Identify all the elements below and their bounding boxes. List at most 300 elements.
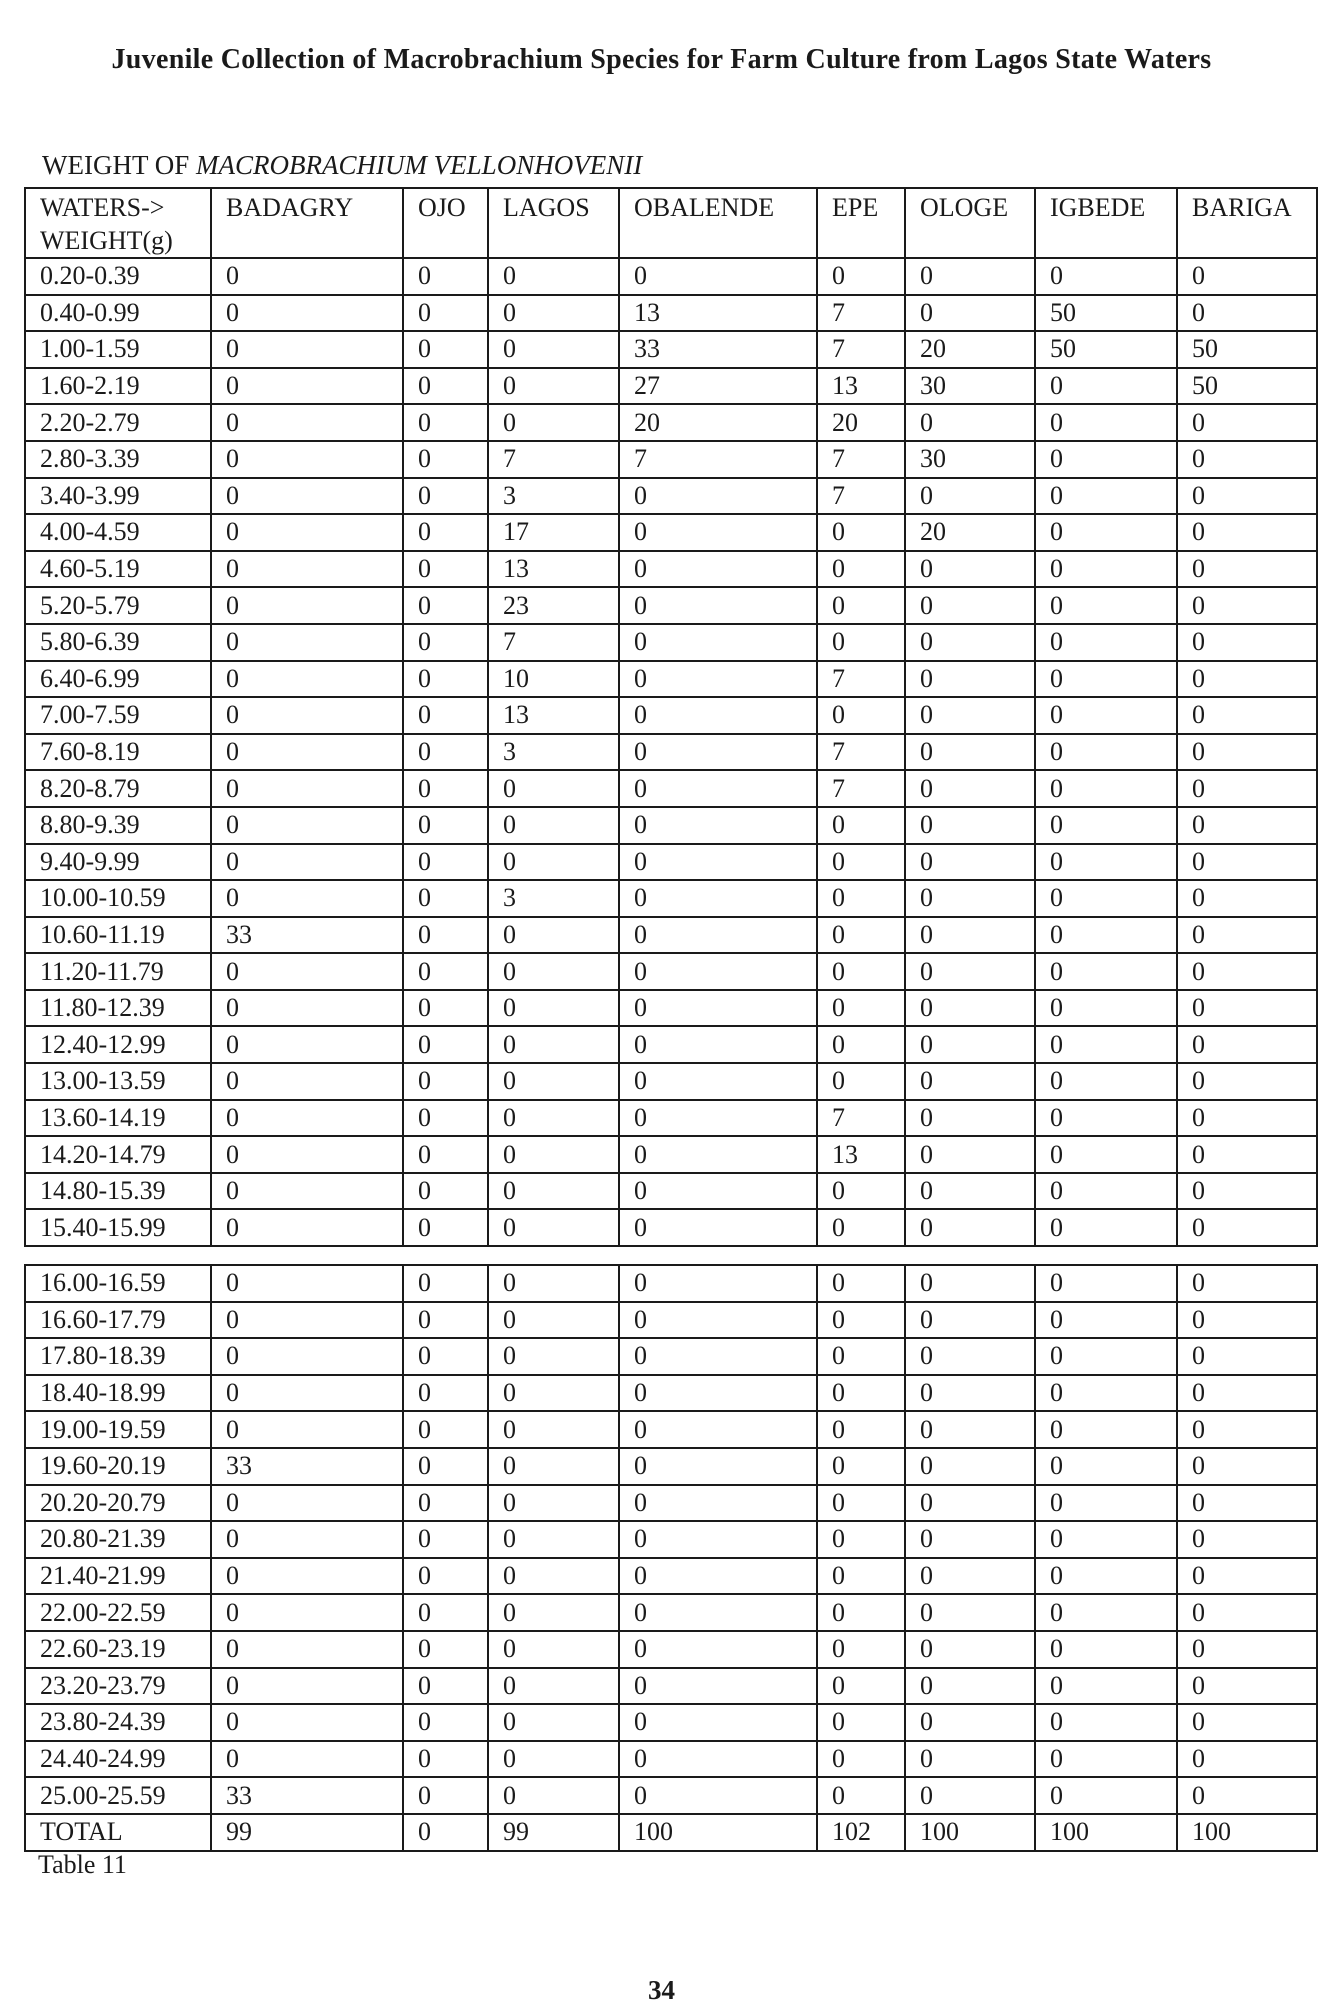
value-cell: 0 [817,1485,905,1522]
weight-range-cell: 16.00-16.59 [25,1265,211,1302]
value-cell: 0 [817,1668,905,1705]
weight-range-cell: TOTAL [25,1814,211,1851]
weight-range-cell: 5.20-5.79 [25,587,211,624]
value-cell: 13 [619,295,817,332]
value-cell: 0 [1035,734,1177,771]
value-cell: 7 [619,441,817,478]
value-cell: 0 [488,295,619,332]
value-cell: 0 [905,1558,1035,1595]
weight-range-cell: 24.40-24.99 [25,1741,211,1778]
value-cell: 0 [403,807,488,844]
weight-range-cell: 23.20-23.79 [25,1668,211,1705]
table-row [25,990,1317,1027]
weight-range-cell: 9.40-9.99 [25,844,211,881]
value-cell: 0 [1035,1063,1177,1100]
value-cell: 0 [488,1631,619,1668]
weight-range-cell: 5.80-6.39 [25,624,211,661]
value-cell: 0 [211,551,403,588]
value-cell: 0 [619,1558,817,1595]
value-cell: 0 [619,1777,817,1814]
value-cell: 0 [905,1777,1035,1814]
value-cell: 0 [1035,1448,1177,1485]
value-cell: 0 [1177,807,1317,844]
column-header: LAGOS [488,188,619,258]
value-cell: 0 [488,1777,619,1814]
value-cell: 0 [1177,514,1317,551]
caption-prefix: WEIGHT OF [42,150,190,180]
value-cell: 0 [403,1173,488,1210]
value-cell: 0 [211,1485,403,1522]
value-cell: 0 [817,1375,905,1412]
value-cell: 0 [1177,551,1317,588]
value-cell: 0 [488,1668,619,1705]
value-cell: 0 [619,1448,817,1485]
value-cell: 50 [1177,331,1317,368]
weight-range-cell: 8.20-8.79 [25,770,211,807]
value-cell: 0 [403,1594,488,1631]
table-row [25,1063,1317,1100]
value-cell: 0 [905,844,1035,881]
value-cell: 0 [905,734,1035,771]
value-cell: 0 [619,1521,817,1558]
value-cell: 0 [403,1448,488,1485]
value-cell: 0 [1177,990,1317,1027]
value-cell: 0 [403,587,488,624]
table-row [25,770,1317,807]
value-cell: 7 [488,624,619,661]
value-cell: 0 [619,1265,817,1302]
table-row [25,953,1317,990]
column-header: OLOGE [905,188,1035,258]
value-cell: 99 [211,1814,403,1851]
value-cell: 23 [488,587,619,624]
header-corner-cell [25,188,211,258]
value-cell: 0 [817,1777,905,1814]
value-cell: 33 [211,1448,403,1485]
table-row [25,734,1317,771]
weight-range-cell: 7.00-7.59 [25,697,211,734]
value-cell: 0 [817,258,905,295]
value-cell: 0 [905,1063,1035,1100]
value-cell: 0 [403,478,488,515]
weight-range-cell: 7.60-8.19 [25,734,211,771]
value-cell: 0 [1177,404,1317,441]
value-cell: 0 [1177,770,1317,807]
table-row [25,1704,1317,1741]
value-cell: 0 [905,1485,1035,1522]
value-cell: 0 [403,1485,488,1522]
value-cell: 0 [1035,1558,1177,1595]
value-cell: 0 [1177,917,1317,954]
value-cell: 0 [211,1265,403,1302]
table-row [25,1631,1317,1668]
value-cell: 0 [488,1375,619,1412]
weight-range-cell: 11.80-12.39 [25,990,211,1027]
table-row [25,1411,1317,1448]
value-cell: 0 [905,551,1035,588]
value-cell: 3 [488,734,619,771]
weight-range-cell: 10.60-11.19 [25,917,211,954]
value-cell: 0 [619,1485,817,1522]
value-cell: 7 [817,1100,905,1137]
value-cell: 0 [905,1594,1035,1631]
weight-range-cell: 14.20-14.79 [25,1136,211,1173]
page-header-title: Juvenile Collection of Macrobrachium Species for Farm Culture from Lagos State Waters [111,44,1212,75]
value-cell: 0 [619,1136,817,1173]
table-row [25,1375,1317,1412]
value-cell: 0 [211,880,403,917]
value-cell: 0 [1035,1375,1177,1412]
value-cell: 0 [905,478,1035,515]
table-label: Table 11 [38,1850,127,1879]
value-cell: 0 [619,1026,817,1063]
value-cell: 7 [817,770,905,807]
value-cell: 0 [1177,1100,1317,1137]
value-cell: 0 [488,1265,619,1302]
total-row [25,1814,1317,1851]
value-cell: 0 [905,1704,1035,1741]
weight-range-cell: 19.00-19.59 [25,1411,211,1448]
value-cell: 0 [817,697,905,734]
weight-range-cell: 10.00-10.59 [25,880,211,917]
value-cell: 0 [1035,404,1177,441]
value-cell: 0 [905,1448,1035,1485]
value-cell: 0 [619,1100,817,1137]
value-cell: 0 [817,1704,905,1741]
value-cell: 0 [211,441,403,478]
value-cell: 0 [1035,697,1177,734]
value-cell: 0 [211,514,403,551]
value-cell: 0 [211,734,403,771]
weight-table-part-2 [24,1264,1318,1852]
value-cell: 0 [211,1558,403,1595]
weight-range-cell: 12.40-12.99 [25,1026,211,1063]
value-cell: 0 [403,1558,488,1595]
value-cell: 0 [817,1411,905,1448]
table-row [25,258,1317,295]
value-cell: 13 [817,368,905,405]
value-cell: 0 [488,1209,619,1246]
value-cell: 50 [1035,331,1177,368]
table-body-part-2 [25,1265,1317,1851]
value-cell: 0 [488,770,619,807]
value-cell: 0 [403,404,488,441]
value-cell: 0 [817,1631,905,1668]
value-cell: 0 [905,1026,1035,1063]
value-cell: 0 [1035,587,1177,624]
value-cell: 30 [905,441,1035,478]
value-cell: 0 [1035,1136,1177,1173]
value-cell: 0 [905,1411,1035,1448]
value-cell: 0 [211,1521,403,1558]
value-cell: 0 [1035,514,1177,551]
value-cell: 0 [403,770,488,807]
value-cell: 0 [488,1063,619,1100]
value-cell: 0 [1177,1631,1317,1668]
value-cell: 0 [1035,1411,1177,1448]
value-cell: 0 [403,514,488,551]
value-cell: 0 [403,1026,488,1063]
value-cell: 0 [403,295,488,332]
value-cell: 0 [1035,368,1177,405]
value-cell: 0 [403,1704,488,1741]
value-cell: 0 [403,880,488,917]
value-cell: 0 [211,1026,403,1063]
value-cell: 0 [619,514,817,551]
value-cell: 0 [211,1704,403,1741]
value-cell: 0 [211,1100,403,1137]
value-cell: 0 [488,1411,619,1448]
value-cell: 0 [211,368,403,405]
value-cell: 0 [619,844,817,881]
value-cell: 0 [1035,770,1177,807]
value-cell: 0 [817,1302,905,1339]
table-row [25,404,1317,441]
value-cell: 0 [403,1302,488,1339]
value-cell: 0 [1177,624,1317,661]
value-cell: 0 [488,368,619,405]
weight-table-part-1 [24,187,1318,1247]
value-cell: 0 [403,1265,488,1302]
value-cell: 20 [817,404,905,441]
weight-range-cell: 20.20-20.79 [25,1485,211,1522]
value-cell: 0 [1035,1704,1177,1741]
value-cell: 0 [211,258,403,295]
table-row [25,917,1317,954]
value-cell: 3 [488,478,619,515]
value-cell: 0 [403,844,488,881]
weight-range-cell: 13.00-13.59 [25,1063,211,1100]
value-cell: 0 [1177,478,1317,515]
value-cell: 0 [905,990,1035,1027]
value-cell: 0 [211,1173,403,1210]
value-cell: 10 [488,661,619,698]
value-cell: 0 [1035,478,1177,515]
value-cell: 100 [1177,1814,1317,1851]
value-cell: 0 [1035,1026,1177,1063]
value-cell: 0 [905,624,1035,661]
value-cell: 33 [211,1777,403,1814]
value-cell: 0 [817,880,905,917]
value-cell: 0 [488,1302,619,1339]
value-cell: 0 [488,1100,619,1137]
weight-range-cell: 1.00-1.59 [25,331,211,368]
value-cell: 0 [211,844,403,881]
table-row [25,697,1317,734]
value-cell: 0 [817,1338,905,1375]
value-cell: 0 [1035,844,1177,881]
value-cell: 0 [1177,1265,1317,1302]
value-cell: 0 [619,1338,817,1375]
table-row [25,844,1317,881]
value-cell: 102 [817,1814,905,1851]
value-cell: 0 [211,1338,403,1375]
value-cell: 0 [211,661,403,698]
value-cell: 0 [905,1375,1035,1412]
value-cell: 0 [817,1173,905,1210]
value-cell: 0 [488,1704,619,1741]
value-cell: 0 [905,1302,1035,1339]
value-cell: 0 [905,295,1035,332]
value-cell: 0 [817,844,905,881]
value-cell: 0 [1035,1302,1177,1339]
table-row [25,1521,1317,1558]
value-cell: 0 [1035,258,1177,295]
value-cell: 0 [817,1209,905,1246]
value-cell: 0 [1035,1338,1177,1375]
value-cell: 50 [1177,368,1317,405]
value-cell: 0 [905,1338,1035,1375]
weight-range-cell: 8.80-9.39 [25,807,211,844]
table-row [25,1026,1317,1063]
value-cell: 0 [211,295,403,332]
value-cell: 0 [619,1173,817,1210]
value-cell: 0 [403,1631,488,1668]
value-cell: 7 [817,331,905,368]
value-cell: 0 [619,1668,817,1705]
value-cell: 0 [1177,844,1317,881]
value-cell: 0 [1177,1741,1317,1778]
weight-range-cell: 3.40-3.99 [25,478,211,515]
value-cell: 0 [817,551,905,588]
value-cell: 0 [905,1521,1035,1558]
table-row [25,1136,1317,1173]
value-cell: 0 [403,734,488,771]
value-cell: 0 [488,807,619,844]
value-cell: 0 [1177,1594,1317,1631]
value-cell: 0 [403,441,488,478]
value-cell: 0 [1177,1136,1317,1173]
value-cell: 0 [1177,587,1317,624]
value-cell: 0 [403,1209,488,1246]
table-row [25,441,1317,478]
value-cell: 0 [1177,1448,1317,1485]
weight-range-cell: 17.80-18.39 [25,1338,211,1375]
value-cell: 0 [619,478,817,515]
value-cell: 0 [1177,1485,1317,1522]
value-cell: 0 [211,1594,403,1631]
weight-range-cell: 22.60-23.19 [25,1631,211,1668]
value-cell: 0 [905,1631,1035,1668]
value-cell: 0 [1177,1777,1317,1814]
table-caption [42,150,642,181]
value-cell: 0 [488,1741,619,1778]
value-cell: 0 [1177,697,1317,734]
value-cell: 33 [211,917,403,954]
value-cell: 0 [403,1375,488,1412]
value-cell: 0 [403,1411,488,1448]
value-cell: 0 [403,953,488,990]
value-cell: 0 [488,1026,619,1063]
value-cell: 0 [619,734,817,771]
value-cell: 0 [817,917,905,954]
value-cell: 13 [817,1136,905,1173]
value-cell: 0 [403,331,488,368]
table-row [25,1209,1317,1246]
value-cell: 0 [403,368,488,405]
value-cell: 0 [905,1173,1035,1210]
value-cell: 0 [619,1741,817,1778]
weight-range-cell: 2.20-2.79 [25,404,211,441]
table-row [25,1741,1317,1778]
value-cell: 0 [1035,624,1177,661]
header-weight-label: WEIGHT(g) [40,226,173,255]
weight-range-cell: 0.20-0.39 [25,258,211,295]
value-cell: 7 [817,661,905,698]
value-cell: 0 [1177,1302,1317,1339]
value-cell: 27 [619,368,817,405]
value-cell: 0 [619,880,817,917]
value-cell: 0 [1177,441,1317,478]
value-cell: 0 [905,807,1035,844]
value-cell: 0 [211,1375,403,1412]
table-row [25,1594,1317,1631]
value-cell: 0 [488,990,619,1027]
value-cell: 0 [905,880,1035,917]
table-body-part-1 [25,258,1317,1246]
value-cell: 0 [211,990,403,1027]
value-cell: 20 [619,404,817,441]
value-cell: 0 [905,661,1035,698]
value-cell: 0 [619,1411,817,1448]
value-cell: 100 [619,1814,817,1851]
table-row [25,661,1317,698]
value-cell: 0 [488,1558,619,1595]
value-cell: 0 [403,697,488,734]
value-cell: 0 [1035,1209,1177,1246]
value-cell: 0 [817,1026,905,1063]
value-cell: 0 [619,1704,817,1741]
value-cell: 0 [211,697,403,734]
table-row [25,1100,1317,1137]
value-cell: 0 [1177,258,1317,295]
value-cell: 0 [619,1302,817,1339]
value-cell: 0 [403,551,488,588]
weight-range-cell: 4.60-5.19 [25,551,211,588]
value-cell: 0 [488,258,619,295]
weight-range-cell: 4.00-4.59 [25,514,211,551]
table-row [25,295,1317,332]
value-cell: 0 [211,1136,403,1173]
table-row [25,368,1317,405]
value-cell: 0 [619,697,817,734]
weight-range-cell: 16.60-17.79 [25,1302,211,1339]
value-cell: 0 [817,1741,905,1778]
weight-range-cell: 22.00-22.59 [25,1594,211,1631]
value-cell: 0 [488,1173,619,1210]
value-cell: 0 [211,478,403,515]
value-cell: 13 [488,551,619,588]
table-row [25,1173,1317,1210]
value-cell: 0 [1035,1594,1177,1631]
value-cell: 0 [817,1265,905,1302]
value-cell: 0 [403,1100,488,1137]
value-cell: 0 [1177,880,1317,917]
value-cell: 0 [905,1265,1035,1302]
table-row [25,587,1317,624]
value-cell: 0 [905,587,1035,624]
value-cell: 0 [211,331,403,368]
value-cell: 0 [1177,1209,1317,1246]
value-cell: 0 [1177,1338,1317,1375]
value-cell: 99 [488,1814,619,1851]
header-waters-label: WATERS-> [40,193,165,222]
value-cell: 7 [488,441,619,478]
value-cell: 33 [619,331,817,368]
value-cell: 0 [905,697,1035,734]
value-cell: 0 [817,953,905,990]
value-cell: 0 [211,624,403,661]
